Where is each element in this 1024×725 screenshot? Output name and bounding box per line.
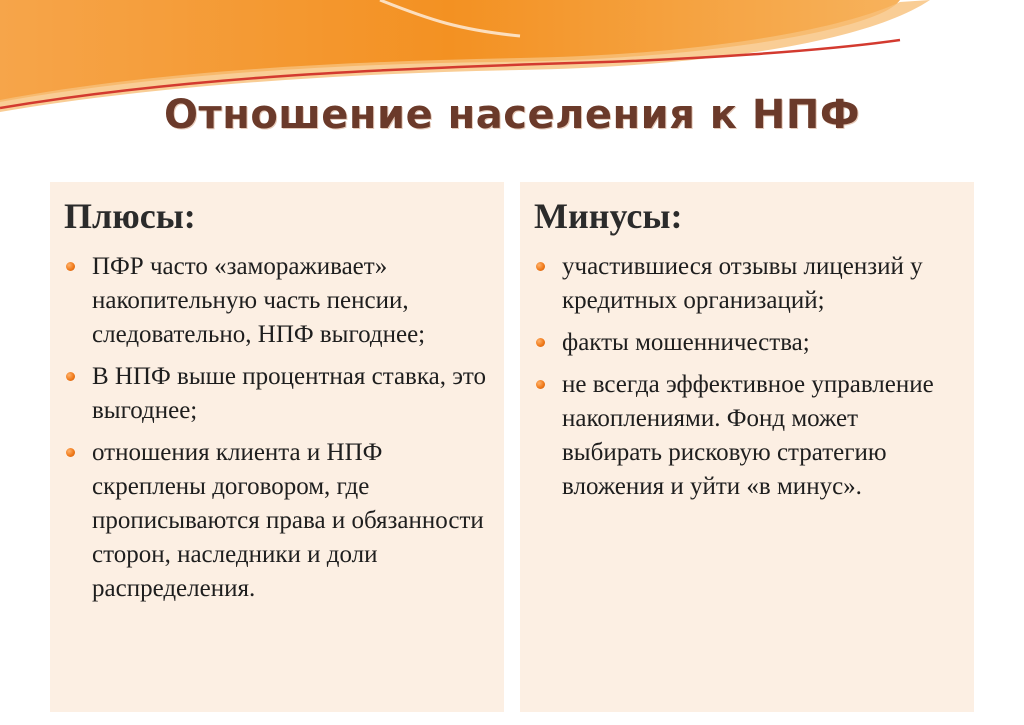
- list-item-text: ПФР часто «замораживает» накопительную часть пенсии, следовательно, НПФ выгоднее;: [92, 253, 426, 348]
- bullet-dot-icon: [536, 262, 545, 271]
- bullet-dot-icon: [66, 372, 75, 381]
- list-item-text: отношения клиента и НПФ скреплены договором, где прописываются права и обязанности сторон, наследники и доли распределения.: [92, 439, 484, 602]
- list-item-text: факты мошенничества;: [562, 329, 810, 356]
- list-item: [64, 436, 490, 606]
- list-item-text: не всегда эффективное управление накоплениями. Фонд может выбирать рисковую стратегию вложения и уйти «в минус».: [562, 371, 934, 500]
- cons-heading: Минусы:: [534, 196, 683, 236]
- pros-list: [64, 250, 490, 606]
- bullet-dot-icon: [536, 338, 545, 347]
- list-item-text: участившиеся отзывы лицензий у кредитных организаций;: [562, 253, 923, 314]
- cons-panel: [520, 182, 974, 712]
- bullet-dot-icon: [536, 380, 545, 389]
- bullet-dot-icon: [66, 262, 75, 271]
- list-item: [64, 360, 490, 428]
- list-item: [534, 326, 960, 360]
- list-item-text: В НПФ выше процентная ставка, это выгоднее;: [92, 363, 487, 424]
- list-item: [64, 250, 490, 352]
- page-title: Отношение населения к НПФ: [164, 92, 860, 138]
- pros-panel: [50, 182, 504, 712]
- list-item: [534, 250, 960, 318]
- pros-heading: Плюсы:: [64, 196, 196, 236]
- list-item: [534, 368, 960, 504]
- cons-list: [534, 250, 960, 504]
- bullet-dot-icon: [66, 448, 75, 457]
